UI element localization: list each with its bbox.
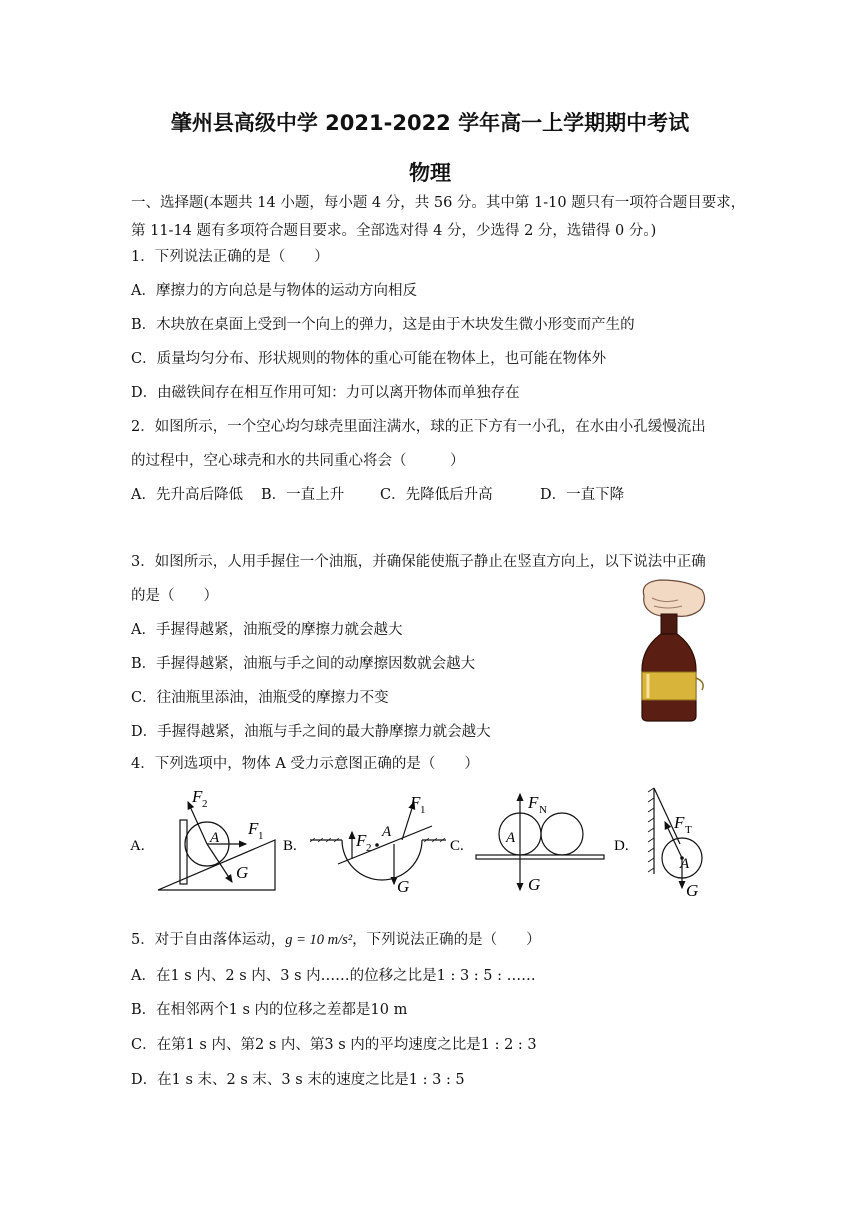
- diagram-c-fn-sub: N: [539, 804, 547, 816]
- diagram-c-label: A: [506, 830, 516, 846]
- section-instructions-line2: 第 11-14 题有多项符合题目要求。全部选对得 4 分，少选得 2 分，选错得 0 分。): [131, 223, 657, 239]
- diagram-b-f2-sub: 2: [366, 842, 372, 854]
- q5-stem-math: g = 10 m/s²: [285, 932, 353, 948]
- q2-option-c: C．先降低后升高: [380, 487, 493, 503]
- q5-stem: [131, 928, 541, 949]
- q3-stem-line2: 的是（ ）: [131, 588, 218, 604]
- q2-stem-line2: 的过程中，空心球壳和水的共同重心将会（ ）: [131, 453, 465, 469]
- q4-label-a: A.: [130, 838, 145, 854]
- diagram-a-f2: F: [192, 787, 203, 806]
- diagram-c-fn: F: [528, 793, 539, 812]
- diagram-a-label: A: [210, 830, 220, 846]
- q5-option-b: B．在相邻两个1 s 内的位移之差都是10 m: [131, 1002, 408, 1018]
- diagram-b-f2: F: [356, 831, 367, 850]
- q5-stem-pre: 5．对于自由落体运动，: [131, 932, 286, 948]
- q4-label-c: C.: [450, 838, 464, 854]
- q4-label-b: B.: [283, 838, 297, 854]
- q3-stem-line1: 3．如图所示，人用手握住一个油瓶，并确保能使瓶子静止在竖直方向上，以下说法中正确: [131, 554, 706, 570]
- diagram-d-g: G: [686, 881, 699, 900]
- diagram-b-g: G: [397, 877, 410, 896]
- section-instructions-line1: 一、选择题(本题共 14 小题，每小题 4 分，共 56 分。其中第 1-10 题只有一项符合题目要求，: [131, 195, 746, 211]
- q2-option-a: A．先升高后降低: [131, 487, 243, 503]
- diagram-a-f1: F: [248, 819, 259, 838]
- oil-bottle-figure: [630, 578, 710, 723]
- diagram-d-label: A: [680, 856, 690, 872]
- diagram-a-g: G: [236, 863, 249, 882]
- q2-option-b: B．一直上升: [261, 487, 345, 503]
- q2-stem-line1: 2．如图所示，一个空心均匀球壳里面注满水，球的正下方有一小孔，在水由小孔缓慢流出: [131, 419, 706, 435]
- q5-stem-post: ，下列说法正确的是（ ）: [352, 932, 541, 948]
- q3-option-c: C．往油瓶里添油，油瓶受的摩擦力不变: [131, 690, 389, 706]
- exam-title: 肇州县高级中学 2021-2022 学年高一上学期期中考试: [170, 111, 690, 135]
- diagram-b-label: A: [382, 824, 392, 840]
- q1-stem: 1．下列说法正确的是（ ）: [131, 249, 329, 265]
- bottle-label-icon: [642, 672, 696, 700]
- q1-option-d: D．由磁铁间存在相互作用可知：力可以离开物体而单独存在: [131, 385, 520, 401]
- q4-force-diagrams: [120, 782, 710, 907]
- q1-option-a: A．摩擦力的方向总是与物体的运动方向相反: [131, 283, 417, 299]
- q1-option-b: B．木块放在桌面上受到一个向上的弹力，这是由于木块发生微小形变而产生的: [131, 317, 635, 333]
- diagram-d-ft-sub: T: [685, 824, 692, 836]
- q4-label-d: D.: [614, 838, 629, 854]
- q3-option-b: B．手握得越紧，油瓶与手之间的动摩擦因数就会越大: [131, 656, 476, 672]
- q2-option-d: D．一直下降: [540, 487, 625, 503]
- diagram-c-g: G: [528, 875, 541, 894]
- q1-option-c: C．质量均匀分布、形状规则的物体的重心可能在物体上，也可能在物体外: [131, 351, 607, 367]
- diagram-a: [158, 802, 275, 890]
- q4-stem: 4．下列选项中，物体 A 受力示意图正确的是（ ）: [131, 756, 479, 772]
- diagram-d-ft: F: [674, 813, 685, 832]
- subject-title: 物理: [409, 161, 451, 185]
- diagram-a-f2-sub: 2: [202, 798, 208, 810]
- q5-option-a: A．在1 s 内、2 s 内、3 s 内……的位移之比是1 : 3 : 5 : ……: [131, 968, 536, 984]
- diagram-a-f1-sub: 1: [258, 830, 264, 842]
- q3-option-d: D．手握得越紧，油瓶与手之间的最大静摩擦力就会越大: [131, 724, 491, 740]
- q5-option-d: D．在1 s 末、2 s 末、3 s 末的速度之比是1 : 3 : 5: [131, 1072, 465, 1088]
- diagram-d: [648, 788, 702, 888]
- q3-option-a: A．手握得越紧，油瓶受的摩擦力就会越大: [131, 622, 403, 638]
- diagram-b-f1: F: [410, 793, 421, 812]
- diagram-b: [310, 802, 446, 884]
- q5-option-c: C．在第1 s 内、第2 s 内、第3 s 内的平均速度之比是1 : 2 : 3: [131, 1037, 537, 1053]
- diagram-b-f1-sub: 1: [420, 804, 426, 816]
